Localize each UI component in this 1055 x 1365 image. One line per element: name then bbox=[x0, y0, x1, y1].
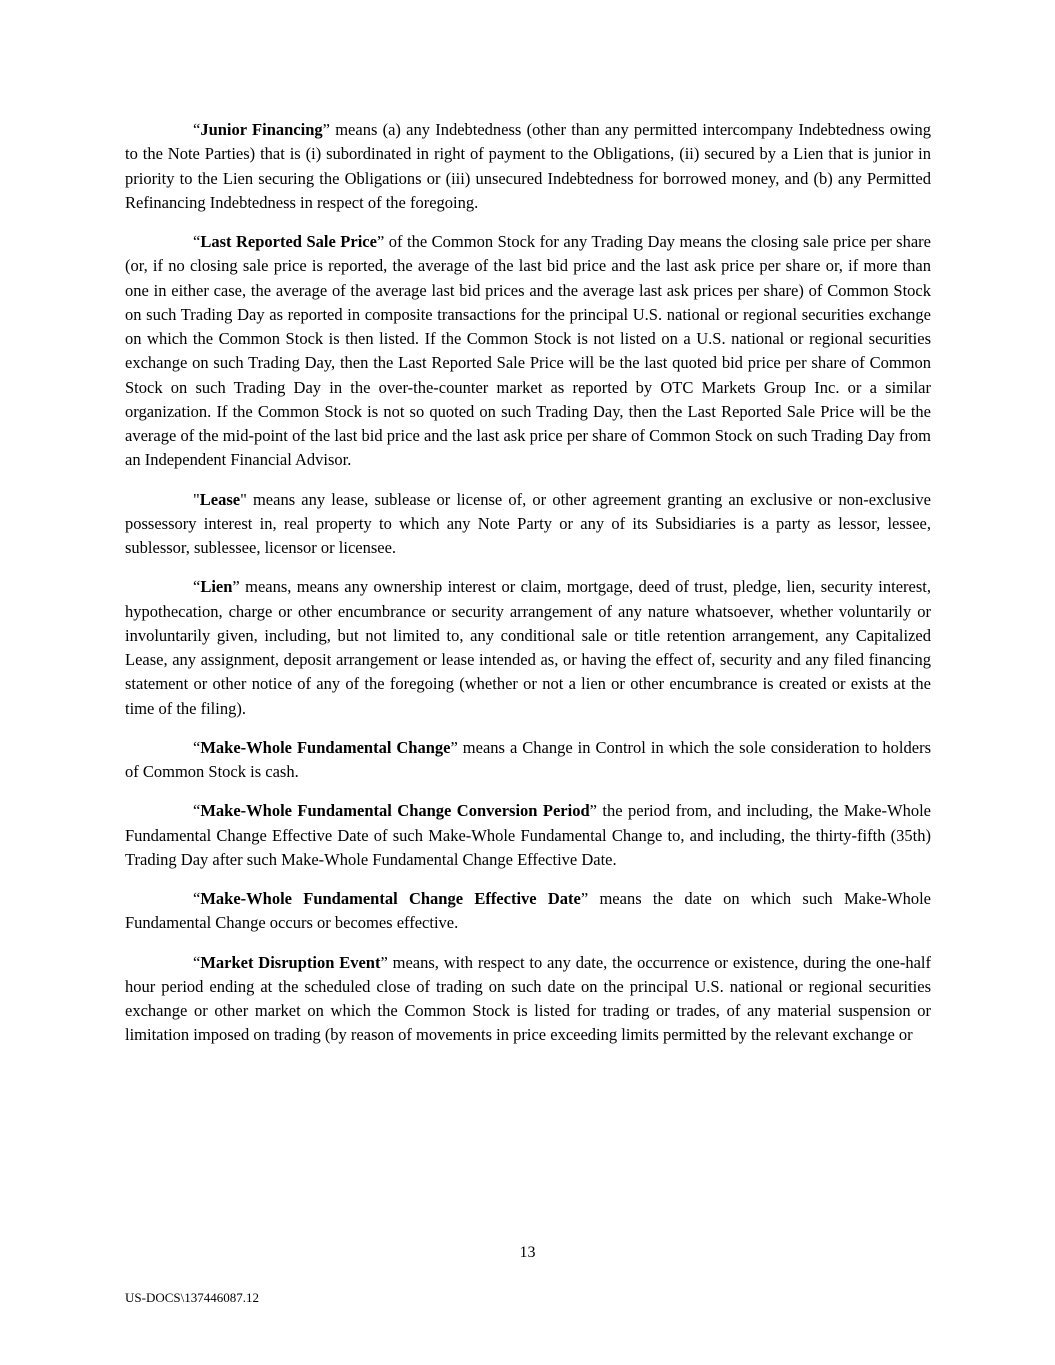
defined-term: Make-Whole Fundamental Change bbox=[200, 737, 451, 757]
defined-term: Last Reported Sale Price bbox=[200, 232, 377, 251]
open-quote: “ bbox=[193, 577, 201, 597]
close-quote: ” bbox=[380, 952, 388, 972]
document-body bbox=[125, 118, 931, 1063]
close-quote: ” bbox=[589, 801, 597, 821]
close-quote: " bbox=[240, 489, 247, 509]
defined-term: Junior Financing bbox=[200, 120, 323, 139]
open-quote: " bbox=[193, 489, 200, 509]
definition-paragraph-lease bbox=[125, 488, 931, 561]
definition-paragraph-lien bbox=[125, 575, 931, 721]
open-quote: “ bbox=[193, 232, 201, 251]
defined-term: Make-Whole Fundamental Change Effective Date bbox=[200, 889, 581, 908]
definition-body: the period from, and including, the Make-Whole Fundamental Change Effective Date of such Make-Whole Fundamental Change to, and including, the thirty-fifth (35th) Trading Day after such Make-Whole Fundamental Change Effective Date. bbox=[125, 801, 931, 869]
definition-body: means a Change in Control in which the sole consideration to holders of Common Stock is cash. bbox=[125, 737, 931, 781]
close-quote: ” bbox=[232, 577, 240, 597]
defined-term: Market Disruption Event bbox=[200, 952, 381, 972]
definition-body: means (a) any Indebtedness (other than any permitted intercompany Indebtedness owing to the Note Parties) that is (i) subordinated in right of payment to the Obligations, (ii) secured by a Lien that is junior in priority to the Lien securing the Obligations or (iii) unsecured Indebtedness for borrowed money, and (b) any Permitted Refinancing Indebtedness in respect of the foregoing. bbox=[125, 120, 931, 212]
open-quote: “ bbox=[193, 801, 201, 821]
close-quote: ” bbox=[580, 889, 589, 908]
definition-paragraph-market-disruption-event bbox=[125, 951, 931, 1048]
definition-paragraph-junior-financing bbox=[125, 118, 931, 215]
definition-body: means any lease, sublease or license of, or other agreement granting an exclusive or non-exclusive possessory interest in, real property to which any Note Party or any of its Subsidiaries is a party as lessor, lessee, sublessor, sublessee, licensor or licensee. bbox=[125, 489, 931, 557]
defined-term: Lease bbox=[199, 489, 241, 509]
close-quote: ” bbox=[450, 737, 458, 757]
open-quote: “ bbox=[193, 120, 201, 139]
close-quote: ” bbox=[376, 232, 385, 251]
definition-paragraph-make-whole-fundamental-change bbox=[125, 736, 931, 785]
definition-body: of the Common Stock for any Trading Day means the closing sale price per share (or, if no closing sale price is reported, the average of the last bid price and the last ask price per share or, if more than one in either case, the average of the average last bid prices and the average last ask prices per share) of Common Stock on such Trading Day as reported in composite transactions for the principal U.S. national or regional securities exchange on which the Common Stock is then listed. If the Common Stock is not listed on a U.S. national or regional securities exchange on such Trading Day, then the Last Reported Sale Price will be the last quoted bid price per share of Common Stock on such Trading Day in the over-the-counter market as reported by OTC Markets Group Inc. or a similar organization. If the Common Stock is not so quoted on such Trading Day, then the Last Reported Sale Price will be the average of the mid-point of the last bid price and the last ask price per share of Common Stock on such Trading Day from an Independent Financial Advisor. bbox=[125, 232, 931, 470]
definition-paragraph-make-whole-conversion-period bbox=[125, 799, 931, 872]
definition-body: means, with respect to any date, the occurrence or existence, during the one-half hour period ending at the scheduled close of trading on such date on the principal U.S. national or regional securities exchange or other market on which the Common Stock is listed for trading or trades, of any material suspension or limitation imposed on trading (by reason of movements in price exceeding limits permitted by the relevant exchange or bbox=[125, 952, 931, 1045]
page-number: 13 bbox=[519, 1244, 536, 1262]
open-quote: “ bbox=[193, 737, 201, 757]
open-quote: “ bbox=[193, 889, 201, 908]
close-quote: ” bbox=[322, 120, 330, 139]
open-quote: “ bbox=[193, 952, 201, 972]
definition-body: means, means any ownership interest or claim, mortgage, deed of trust, pledge, lien, security interest, hypothecation, charge or other encumbrance or security arrangement of any nature whatsoever, whether voluntarily or involuntarily given, including, but not limited to, any conditional sale or title retention arrangement, any Capitalized Lease, any assignment, deposit arrangement or lease intended as, or having the effect of, security and any filed financing statement or other notice of any of the foregoing (whether or not a lien or other encumbrance is created or exists at the time of the filing). bbox=[125, 577, 931, 718]
defined-term: Lien bbox=[200, 577, 233, 597]
defined-term: Make-Whole Fundamental Change Conversion Period bbox=[200, 801, 590, 821]
document-id-footer: US-DOCS\137446087.12 bbox=[125, 1289, 259, 1305]
definition-paragraph-last-reported-sale-price bbox=[125, 230, 931, 473]
definition-paragraph-make-whole-effective-date bbox=[125, 887, 931, 936]
definition-body: means the date on which such Make-Whole Fundamental Change occurs or becomes effective. bbox=[125, 889, 931, 933]
